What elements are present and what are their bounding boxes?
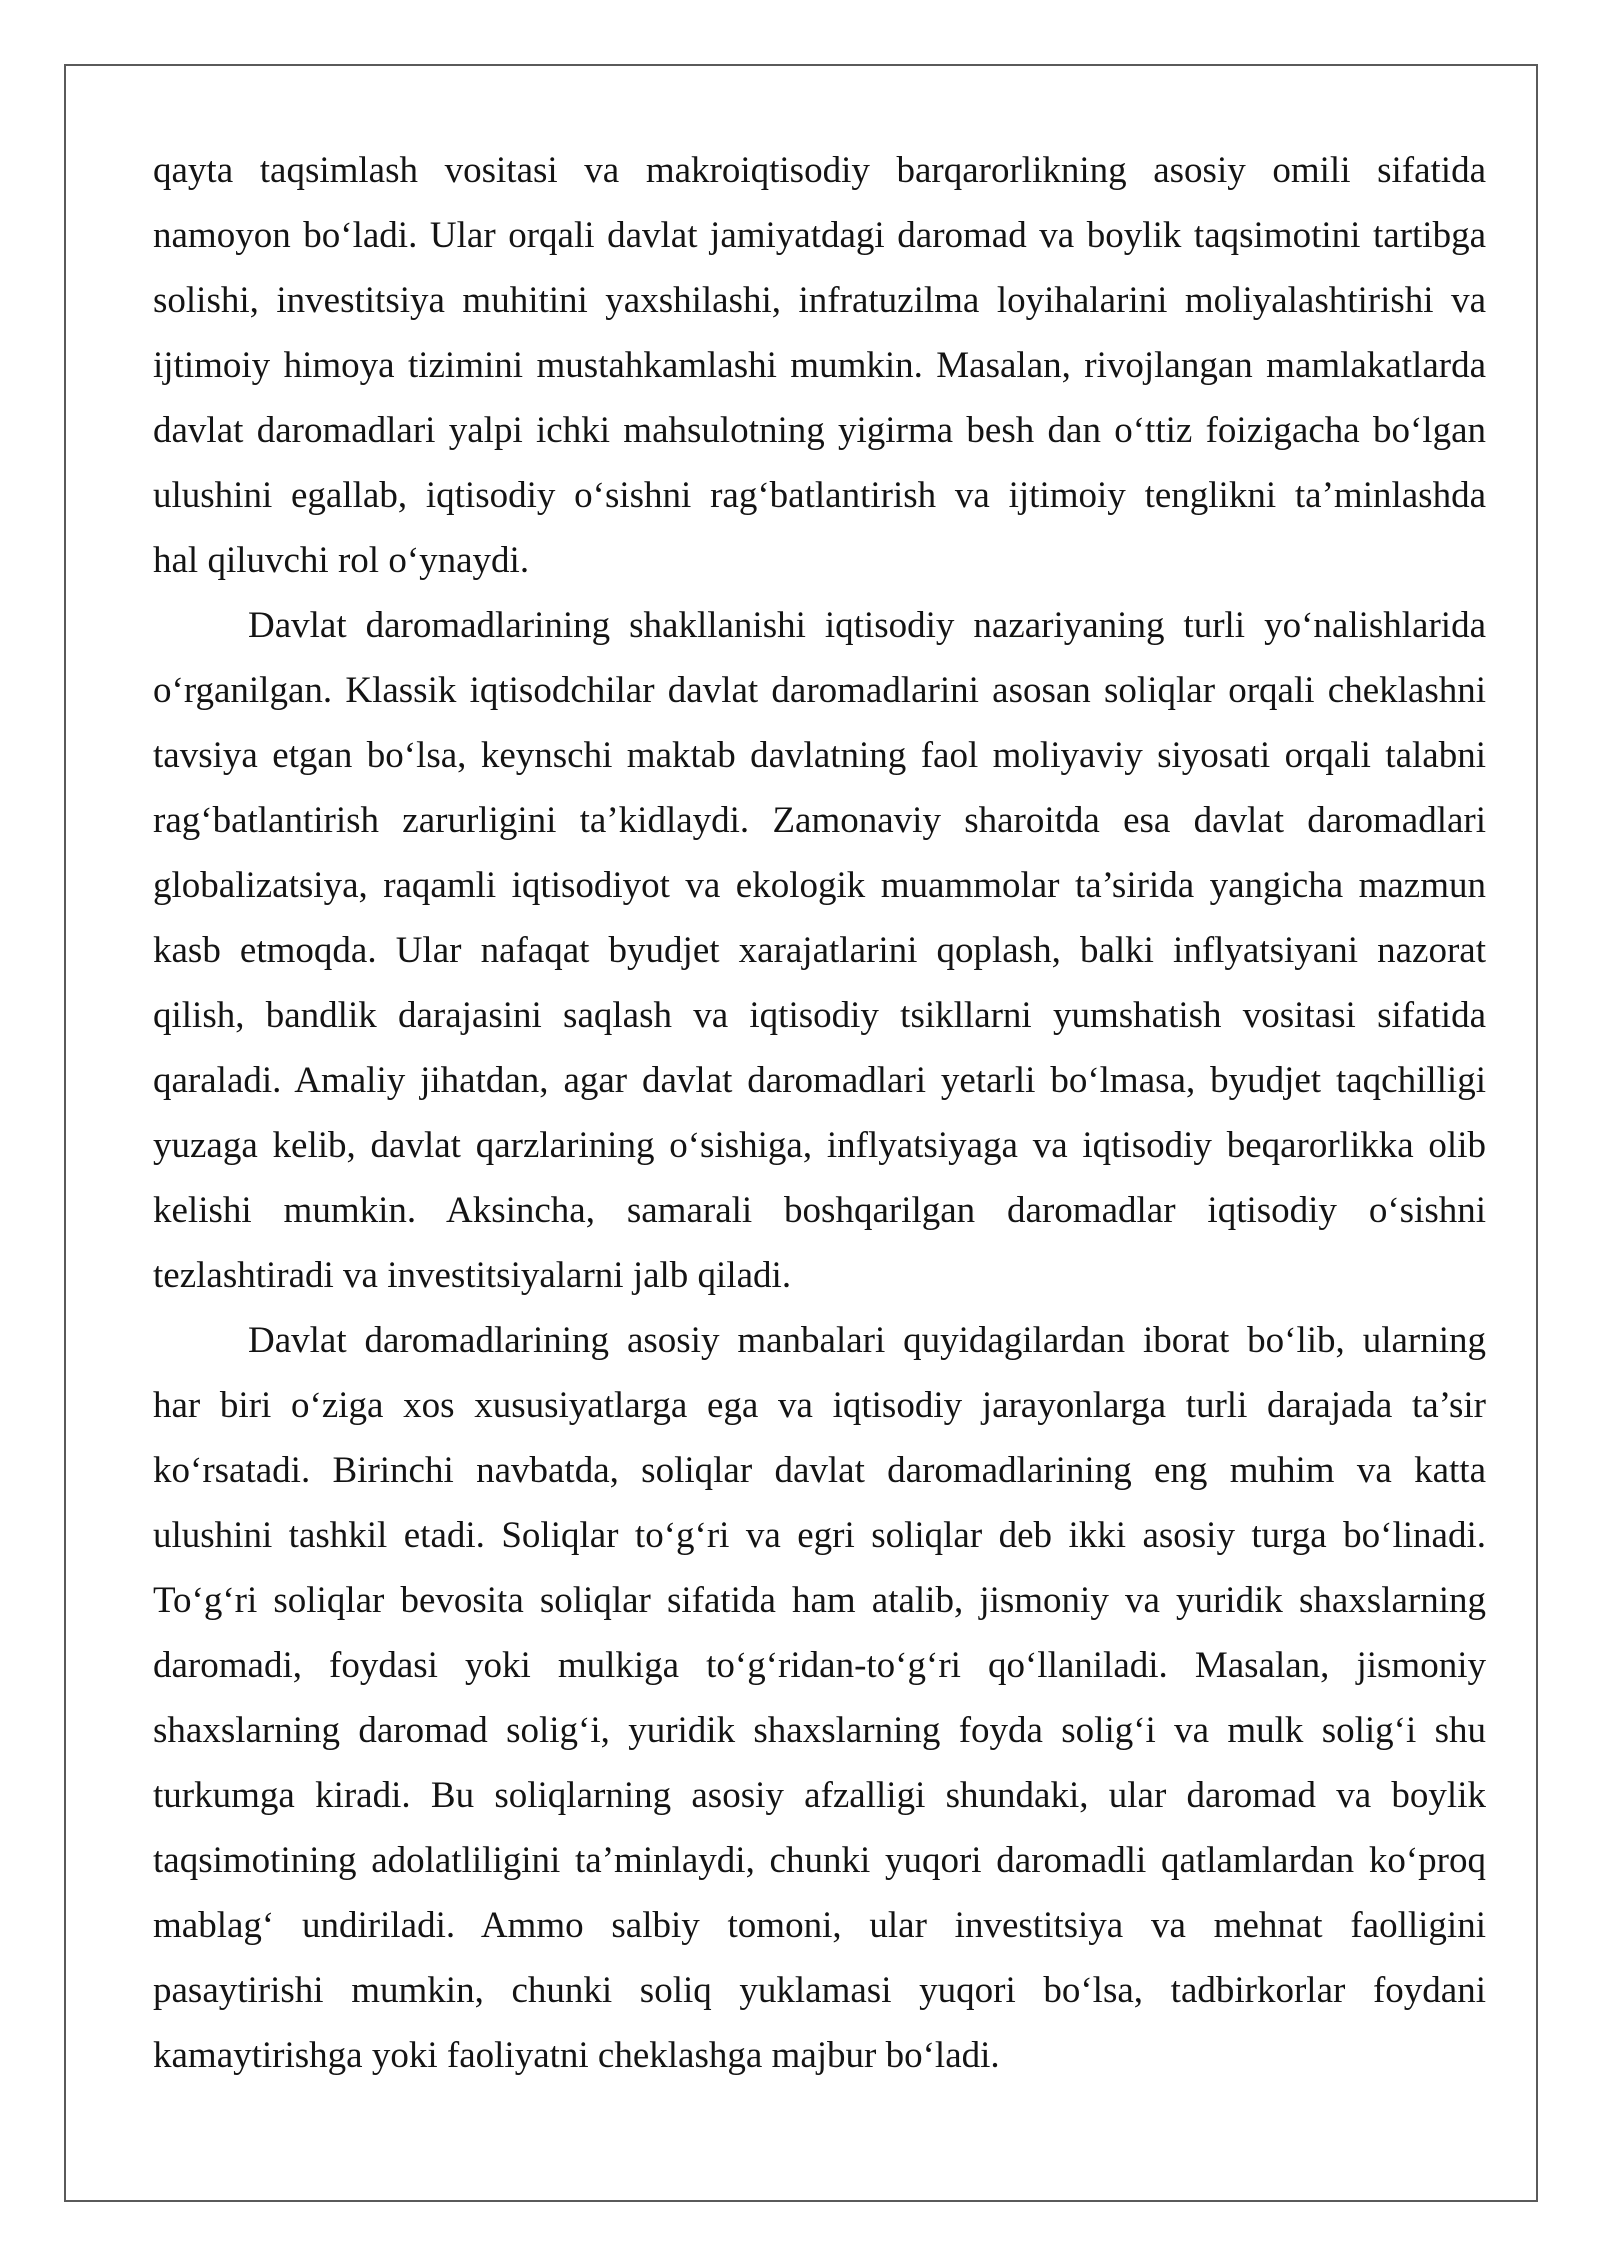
text-line: qilish, bandlik darajasini saqlash va iqtisodiy tsikllarni yumshatish vositasi sifatida — [153, 995, 1486, 1036]
text-line: ulushini egallab, iqtisodiy o‘sishni rag‘batlantirish va ijtimoiy tenglikni ta’minlashda — [153, 475, 1486, 516]
text-line: yuzaga kelib, davlat qarzlarining o‘sishiga, inflyatsiyaga va iqtisodiy beqarorlikka olib — [153, 1125, 1486, 1166]
paragraph — [153, 1308, 1486, 2088]
text-line: ijtimoiy himoya tizimini mustahkamlashi mumkin. Masalan, rivojlangan mamlakatlarda — [153, 345, 1486, 386]
paragraph — [153, 138, 1486, 593]
text-line: daromadi, foydasi yoki mulkiga to‘g‘ridan-to‘g‘ri qo‘llaniladi. Masalan, jismoniy — [153, 1645, 1486, 1686]
text-line: pasaytirishi mumkin, chunki soliq yuklamasi yuqori bo‘lsa, tadbirkorlar foydani — [153, 1970, 1486, 2011]
text-line: qaraladi. Amaliy jihatdan, agar davlat daromadlari yetarli bo‘lmasa, byudjet taqchilligi — [153, 1060, 1486, 1101]
text-line: o‘rganilgan. Klassik iqtisodchilar davlat daromadlarini asosan soliqlar orqali cheklashni — [153, 670, 1486, 711]
text-line: To‘g‘ri soliqlar bevosita soliqlar sifatida ham atalib, jismoniy va yuridik shaxslarning — [153, 1580, 1486, 1621]
text-line: tavsiya etgan bo‘lsa, keynschi maktab davlatning faol moliyaviy siyosati orqali talabni — [153, 735, 1486, 776]
text-line: Davlat daromadlarining asosiy manbalari quyidagilardan iborat bo‘lib, ularning — [248, 1320, 1486, 1361]
text-line: taqsimotining adolatliligini ta’minlaydi, chunki yuqori daromadli qatlamlardan ko‘proq — [153, 1840, 1486, 1881]
text-line: turkumga kiradi. Bu soliqlarning asosiy afzalligi shundaki, ular daromad va boylik — [153, 1775, 1486, 1816]
paragraph — [153, 593, 1486, 1308]
text-line: har biri o‘ziga xos xususiyatlarga ega va iqtisodiy jarayonlarga turli darajada ta’sir — [153, 1385, 1486, 1426]
text-line: globalizatsiya, raqamli iqtisodiyot va ekologik muammolar ta’sirida yangicha mazmun — [153, 865, 1486, 906]
text-line: kelishi mumkin. Aksincha, samarali boshqarilgan daromadlar iqtisodiy o‘sishni — [153, 1190, 1486, 1231]
text-line: kasb etmoqda. Ular nafaqat byudjet xarajatlarini qoplash, balki inflyatsiyani nazorat — [153, 930, 1486, 971]
text-line: ko‘rsatadi. Birinchi navbatda, soliqlar davlat daromadlarining eng muhim va katta — [153, 1450, 1486, 1491]
text-line: kamaytirishga yoki faoliyatni cheklashga majbur bo‘ladi. — [153, 2035, 1000, 2076]
text-line: namoyon bo‘ladi. Ular orqali davlat jamiyatdagi daromad va boylik taqsimotini tartibga — [153, 215, 1486, 256]
document-body — [153, 138, 1486, 2088]
text-line: qayta taqsimlash vositasi va makroiqtisodiy barqarorlikning asosiy omili sifatida — [153, 150, 1486, 191]
text-line: tezlashtiradi va investitsiyalarni jalb qiladi. — [153, 1255, 792, 1296]
text-line: ulushini tashkil etadi. Soliqlar to‘g‘ri va egri soliqlar deb ikki asosiy turga bo‘linadi. — [153, 1515, 1486, 1556]
text-line: shaxslarning daromad solig‘i, yuridik shaxslarning foyda solig‘i va mulk solig‘i shu — [153, 1710, 1486, 1751]
text-line: rag‘batlantirish zarurligini ta’kidlaydi. Zamonaviy sharoitda esa davlat daromadlari — [153, 800, 1486, 841]
text-line: mablag‘ undiriladi. Ammo salbiy tomoni, ular investitsiya va mehnat faolligini — [153, 1905, 1486, 1946]
text-line: davlat daromadlari yalpi ichki mahsulotning yigirma besh dan o‘ttiz foizigacha bo‘lgan — [153, 410, 1486, 451]
text-line: solishi, investitsiya muhitini yaxshilashi, infratuzilma loyihalarini moliyalashtirishi va — [153, 280, 1486, 321]
text-line: hal qiluvchi rol o‘ynaydi. — [153, 540, 530, 581]
text-line: Davlat daromadlarining shakllanishi iqtisodiy nazariyaning turli yo‘nalishlarida — [248, 605, 1486, 646]
